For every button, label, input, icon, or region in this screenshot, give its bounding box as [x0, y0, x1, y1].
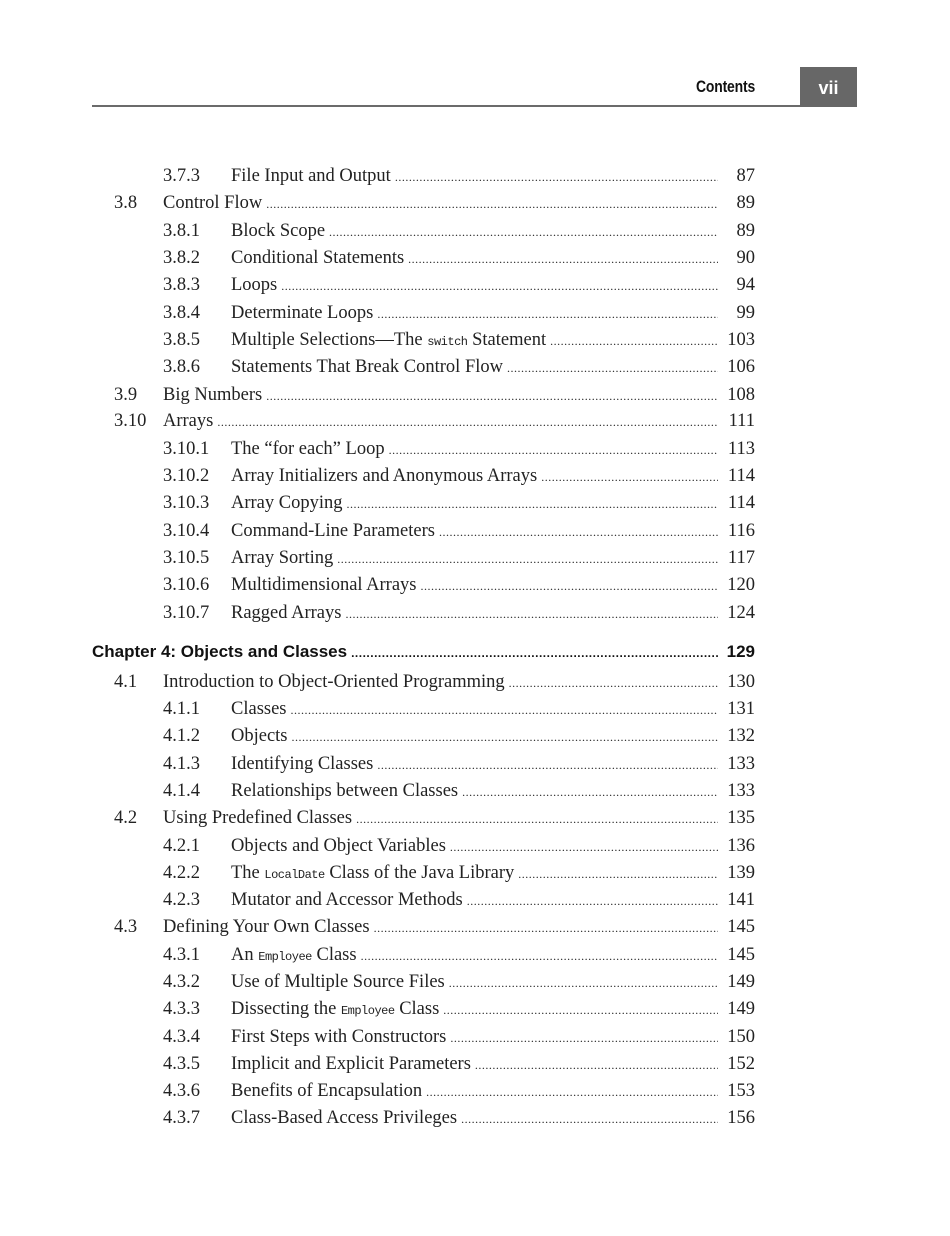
- toc-entry-title-leader: [231, 1027, 718, 1048]
- toc-entry-page: 113: [727, 439, 755, 459]
- toc-entry-title-leader: [231, 357, 718, 378]
- toc-entry-title: The “for each” Loop: [231, 439, 389, 460]
- dot-leader: [356, 808, 718, 829]
- dot-leader: [266, 385, 718, 406]
- toc-entry-title-leader: [92, 642, 718, 662]
- toc-entry-title-leader: [231, 863, 718, 884]
- dot-leader: [292, 726, 718, 747]
- toc-entry-page: 111: [728, 411, 755, 431]
- toc-entry-title: Using Predefined Classes: [163, 808, 356, 829]
- toc-entry-page: 129: [726, 642, 755, 661]
- dot-leader: [337, 548, 718, 569]
- toc-entry-title: [231, 330, 550, 351]
- toc-entry-page: 114: [727, 466, 755, 486]
- toc-entry[interactable]: [0, 890, 950, 917]
- page-number-tab: [800, 67, 857, 107]
- toc-entry-number: 3.8.2: [163, 248, 200, 268]
- toc-entry-title-leader: [231, 303, 718, 324]
- dot-leader: [475, 1054, 718, 1075]
- toc-entry-number: 4.3.6: [163, 1081, 200, 1101]
- dot-leader: [347, 493, 719, 514]
- toc-entry-number: 4.2.1: [163, 836, 200, 856]
- toc-entry-title: Arrays: [163, 411, 217, 432]
- toc-entry[interactable]: [0, 972, 950, 999]
- toc-entry[interactable]: [0, 603, 950, 630]
- toc-entry-page: 87: [736, 166, 755, 186]
- title-text: Dissecting the: [231, 999, 341, 1019]
- toc-entry-title: [231, 863, 518, 884]
- toc-entry-title-leader: [231, 603, 718, 624]
- toc-entry-page: 149: [727, 972, 755, 992]
- toc-entry[interactable]: [0, 411, 950, 438]
- toc-entry[interactable]: [0, 521, 950, 548]
- toc-entry-title-leader: [231, 521, 718, 542]
- toc-entry-title: File Input and Output: [231, 166, 395, 187]
- toc-entry-title-leader: [231, 1108, 718, 1129]
- toc-entry-page: 145: [727, 945, 755, 965]
- dot-leader: [541, 466, 718, 487]
- dot-leader: [518, 863, 718, 884]
- toc-entry-page: 149: [727, 999, 755, 1019]
- toc-entry[interactable]: [0, 863, 950, 890]
- toc-entry[interactable]: [0, 221, 950, 248]
- dot-leader: [361, 945, 718, 966]
- dot-leader: [374, 917, 718, 938]
- toc-entry-title-leader: [231, 166, 718, 187]
- toc-entry-title: Statements That Break Control Flow: [231, 357, 507, 378]
- toc-entry-title: Chapter 4: Objects and Classes: [92, 642, 351, 662]
- toc-entry-number: 3.10.6: [163, 575, 210, 595]
- dot-leader: [377, 754, 718, 775]
- dot-leader: [443, 999, 718, 1020]
- toc-entry[interactable]: [0, 466, 950, 493]
- toc-entry-title-leader: [231, 781, 718, 802]
- toc-entry[interactable]: [0, 1108, 950, 1135]
- toc-entry[interactable]: [0, 330, 950, 357]
- toc-entry-page: 103: [727, 330, 755, 350]
- toc-entry-page: 136: [727, 836, 755, 856]
- toc-entry-title: Ragged Arrays: [231, 603, 345, 624]
- dot-leader: [377, 303, 718, 324]
- dot-leader: [550, 330, 718, 351]
- toc-entry-number: 3.10: [114, 411, 147, 431]
- toc-entry-page: 133: [727, 754, 755, 774]
- toc-entry[interactable]: [0, 439, 950, 466]
- toc-entry-title-leader: [231, 275, 718, 296]
- toc-entry-number: 3.7.3: [163, 166, 200, 186]
- dot-leader: [329, 221, 718, 242]
- toc-entry-page: 89: [736, 193, 755, 213]
- toc-entry-page: 116: [727, 521, 755, 541]
- toc-entry-page: 141: [727, 890, 755, 910]
- dot-leader: [351, 642, 718, 662]
- toc-entry[interactable]: [0, 1081, 950, 1108]
- toc-entry[interactable]: [0, 548, 950, 575]
- toc-entry-title: Conditional Statements: [231, 248, 408, 269]
- toc-entry-number: 4.3.7: [163, 1108, 200, 1128]
- toc-entry-number: 3.9: [114, 385, 138, 405]
- toc-entry-page: 108: [727, 385, 755, 405]
- toc-entry[interactable]: [0, 493, 950, 520]
- toc-entry-number: 4.1.1: [163, 699, 200, 719]
- toc-entry-title: Class-Based Access Privileges: [231, 1108, 461, 1129]
- toc-entry-title: Command-Line Parameters: [231, 521, 439, 542]
- code-term: Employee: [258, 950, 312, 964]
- toc-entry[interactable]: [0, 166, 950, 193]
- dot-leader: [450, 1027, 718, 1048]
- toc-entry[interactable]: [0, 699, 950, 726]
- title-text: An: [231, 945, 259, 965]
- toc-entry-number: 3.10.3: [163, 493, 210, 513]
- toc-entry-title-leader: [163, 411, 718, 432]
- toc-entry[interactable]: [0, 1027, 950, 1054]
- toc-entry[interactable]: [0, 781, 950, 808]
- toc-entry-page: 133: [727, 781, 755, 801]
- toc-entry-page: 152: [727, 1054, 755, 1074]
- toc-entry-page: 131: [727, 699, 755, 719]
- toc-entry-page: 120: [727, 575, 755, 595]
- toc-entry-page: 139: [727, 863, 755, 883]
- title-text: Class: [394, 999, 440, 1019]
- toc-entry-number: 4.2: [114, 808, 138, 828]
- toc-entry-title: Control Flow: [163, 193, 266, 214]
- toc-entry-title: Benefits of Encapsulation: [231, 1081, 426, 1102]
- dot-leader: [509, 672, 718, 693]
- toc-entry[interactable]: [0, 193, 950, 220]
- toc-entry[interactable]: [0, 999, 950, 1026]
- toc-entry[interactable]: [0, 1054, 950, 1081]
- toc-entry-title: Classes: [231, 699, 291, 720]
- toc-entry-title-leader: [163, 385, 718, 406]
- dot-leader: [467, 890, 718, 911]
- dot-leader: [408, 248, 718, 269]
- dot-leader: [266, 193, 718, 214]
- toc-entry-title-leader: [231, 548, 718, 569]
- toc-entry-number: 3.10.7: [163, 603, 210, 623]
- toc-entry-number: 4.3.4: [163, 1027, 200, 1047]
- toc-entry-page: 114: [727, 493, 755, 513]
- toc-entry-title: [231, 945, 361, 966]
- dot-leader: [450, 836, 718, 857]
- toc-entry-title: Big Numbers: [163, 385, 266, 406]
- toc-entry-number: 4.1.4: [163, 781, 200, 801]
- header-rule: [92, 105, 857, 107]
- title-text: Statement: [467, 330, 547, 350]
- toc-entry-page: 124: [727, 603, 755, 623]
- toc-entry-title-leader: [231, 330, 718, 351]
- toc-entry-title: First Steps with Constructors: [231, 1027, 450, 1048]
- toc-entry[interactable]: [0, 917, 950, 944]
- dot-leader: [462, 781, 718, 802]
- header-section-title: Contents: [695, 77, 755, 96]
- toc-entry[interactable]: [0, 726, 950, 753]
- toc-entry[interactable]: [0, 575, 950, 602]
- toc-entry-title: Implicit and Explicit Parameters: [231, 1054, 475, 1075]
- toc-entry-number: 4.3.1: [163, 945, 200, 965]
- toc-entry-title-leader: [231, 754, 718, 775]
- dot-leader: [449, 972, 718, 993]
- toc-entry-page: 89: [736, 221, 755, 241]
- toc-entry-number: 3.8.1: [163, 221, 200, 241]
- dot-leader: [507, 357, 718, 378]
- toc-entry-title-leader: [231, 945, 718, 966]
- toc-entry-number: 4.1: [114, 672, 138, 692]
- toc-entry-title-leader: [231, 466, 718, 487]
- toc-entry-title: Determinate Loops: [231, 303, 377, 324]
- toc-entry-title: Array Sorting: [231, 548, 337, 569]
- toc-entry-number: 3.10.2: [163, 466, 210, 486]
- running-header: [92, 67, 857, 107]
- toc-entry-page: 106: [727, 357, 755, 377]
- toc-entry-page: 145: [727, 917, 755, 937]
- toc-entry-title-leader: [163, 808, 718, 829]
- toc-entry-number: 3.10.5: [163, 548, 210, 568]
- toc-entry-title-leader: [231, 1054, 718, 1075]
- toc-entry-number: 3.8.6: [163, 357, 200, 377]
- toc-entry-title-leader: [231, 575, 718, 596]
- toc-entry-title-leader: [231, 439, 718, 460]
- dot-leader: [291, 699, 719, 720]
- toc-entry[interactable]: [0, 248, 950, 275]
- toc-entry-title: Loops: [231, 275, 281, 296]
- toc-entry-page: 156: [727, 1108, 755, 1128]
- toc-entry-number: 3.8.3: [163, 275, 200, 295]
- toc-entry-title: Objects and Object Variables: [231, 836, 450, 857]
- toc-entry-page: 90: [736, 248, 755, 268]
- toc-chapter-entry[interactable]: [0, 642, 950, 669]
- toc-entry-title: Mutator and Accessor Methods: [231, 890, 467, 911]
- toc-entry-title-leader: [231, 248, 718, 269]
- toc-entry[interactable]: [0, 275, 950, 302]
- toc-entry-title: Block Scope: [231, 221, 329, 242]
- dot-leader: [439, 521, 718, 542]
- page-number: vii: [818, 78, 839, 98]
- toc-entry-title: Objects: [231, 726, 292, 747]
- code-term: Employee: [340, 1004, 395, 1018]
- toc-entry[interactable]: [0, 672, 950, 699]
- toc-entry-number: 4.3.2: [163, 972, 200, 992]
- toc-entry-page: 132: [727, 726, 755, 746]
- dot-leader: [281, 275, 718, 296]
- toc-entry-title: Defining Your Own Classes: [163, 917, 374, 938]
- toc-entry-page: 150: [727, 1027, 755, 1047]
- toc-entry-title-leader: [231, 972, 718, 993]
- dot-leader: [461, 1108, 718, 1129]
- toc-entry-title-leader: [231, 1081, 718, 1102]
- toc-entry[interactable]: [0, 808, 950, 835]
- toc-entry-number: 3.8: [114, 193, 138, 213]
- toc-entry-title-leader: [231, 699, 718, 720]
- toc-entry-number: 4.1.3: [163, 754, 200, 774]
- toc-entry-page: 94: [736, 275, 755, 295]
- toc-entry-page: 130: [727, 672, 755, 692]
- toc-entry-number: 4.2.3: [163, 890, 200, 910]
- toc-entry-number: 4.3.5: [163, 1054, 200, 1074]
- toc-entry-number: 4.2.2: [163, 863, 200, 883]
- code-term: LocalDate: [264, 868, 325, 882]
- toc-entry-title-leader: [163, 672, 718, 693]
- toc-entry-page: 135: [727, 808, 755, 828]
- dot-leader: [217, 411, 718, 432]
- toc-entry[interactable]: [0, 754, 950, 781]
- toc-entry[interactable]: [0, 836, 950, 863]
- toc-entry-title-leader: [231, 221, 718, 242]
- toc-entry-title: Use of Multiple Source Files: [231, 972, 449, 993]
- code-term: switch: [427, 335, 468, 349]
- dot-leader: [389, 439, 718, 460]
- toc-entry-number: 3.10.4: [163, 521, 210, 541]
- toc-entry-title-leader: [163, 193, 718, 214]
- toc-entry-number: 4.3.3: [163, 999, 200, 1019]
- title-text: Class of the Java Library: [324, 863, 515, 883]
- dot-leader: [395, 166, 718, 187]
- toc-entry-title-leader: [231, 726, 718, 747]
- dot-leader: [345, 603, 718, 624]
- toc-entry-title-leader: [231, 890, 718, 911]
- toc-entry-title-leader: [163, 917, 718, 938]
- toc-entry-title-leader: [231, 836, 718, 857]
- toc-entry-page: 153: [727, 1081, 755, 1101]
- toc-entry-title-leader: [231, 493, 718, 514]
- toc-entry[interactable]: [0, 357, 950, 384]
- toc-entry[interactable]: [0, 945, 950, 972]
- title-text: Class: [311, 945, 357, 965]
- toc-entry-number: 3.10.1: [163, 439, 210, 459]
- toc-entry-title: [231, 999, 443, 1020]
- toc-entry[interactable]: [0, 303, 950, 330]
- toc-entry[interactable]: [0, 385, 950, 412]
- dot-leader: [421, 575, 719, 596]
- toc-entry-title-leader: [231, 999, 718, 1020]
- toc-entry-title: Introduction to Object-Oriented Programming: [163, 672, 509, 693]
- toc-entry-title: Relationships between Classes: [231, 781, 462, 802]
- title-text: Multiple Selections—The: [231, 330, 428, 350]
- title-text: The: [231, 863, 265, 883]
- toc-entry-title: Array Initializers and Anonymous Arrays: [231, 466, 541, 487]
- toc-entry-number: 4.3: [114, 917, 138, 937]
- toc-entry-number: 3.8.5: [163, 330, 200, 350]
- toc-entry-page: 117: [727, 548, 755, 568]
- toc-entry-title: Multidimensional Arrays: [231, 575, 421, 596]
- dot-leader: [426, 1081, 718, 1102]
- toc-entry-title: Array Copying: [231, 493, 347, 514]
- toc-entry-number: 3.8.4: [163, 303, 200, 323]
- toc-entry-number: 4.1.2: [163, 726, 200, 746]
- toc-entry-page: 99: [736, 303, 755, 323]
- toc-entry-title: Identifying Classes: [231, 754, 377, 775]
